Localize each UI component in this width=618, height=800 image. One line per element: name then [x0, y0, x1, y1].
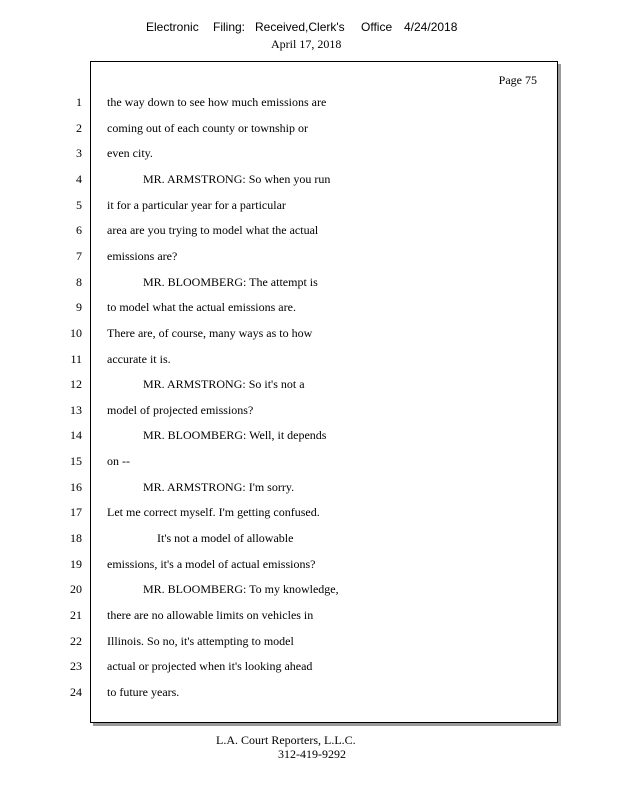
line-number: 11: [70, 352, 82, 366]
line-text: there are no allowable limits on vehicles in: [107, 608, 314, 622]
line-text: Illinois. So no, it's attempting to model: [107, 634, 294, 648]
line-text: emissions, it's a model of actual emissions?: [107, 557, 316, 571]
line-text: accurate it is.: [107, 352, 171, 366]
line-number: 14: [70, 428, 82, 442]
line-number: 22: [70, 634, 82, 648]
line-number: 20: [70, 582, 82, 596]
stamp-date: 4/24/2018: [404, 20, 458, 34]
line-text: area are you trying to model what the actual: [107, 223, 319, 237]
line-number: 18: [70, 531, 82, 545]
line-text: MR. ARMSTRONG: So when you run: [143, 172, 331, 186]
line-number: 6: [76, 223, 82, 237]
line-number: 13: [70, 403, 82, 417]
line-text: There are, of course, many ways as to how: [107, 326, 313, 340]
line-number: 15: [70, 454, 82, 468]
line-text: coming out of each county or township or: [107, 121, 308, 135]
line-text: model of projected emissions?: [107, 403, 254, 417]
stamp-office: Office: [361, 20, 393, 34]
line-number: 12: [70, 377, 82, 391]
line-number: 23: [70, 659, 82, 673]
line-text: to model what the actual emissions are.: [107, 300, 296, 314]
line-number: 3: [76, 146, 82, 160]
line-text: Let me correct myself. I'm getting confused.: [107, 505, 320, 519]
line-text: it for a particular year for a particular: [107, 198, 286, 212]
line-text: emissions are?: [107, 249, 178, 263]
line-text: actual or projected when it's looking ahead: [107, 659, 313, 673]
footer-phone: 312-419-9292: [278, 747, 346, 761]
line-text: MR. BLOOMBERG: The attempt is: [143, 275, 318, 289]
line-number: 19: [70, 557, 82, 571]
filing-stamp: [0, 20, 618, 38]
line-number: 10: [70, 326, 82, 340]
line-number: 4: [76, 172, 82, 186]
stamp-received: Received,Clerk's: [255, 20, 345, 34]
transcript-page: [90, 61, 558, 723]
line-number: 17: [70, 505, 82, 519]
line-number: 8: [76, 275, 82, 289]
line-text: It's not a model of allowable: [157, 531, 294, 545]
stamp-filing: Filing:: [213, 20, 246, 34]
page-number: Page 75: [498, 73, 537, 87]
line-text: MR. BLOOMBERG: Well, it depends: [143, 428, 327, 442]
line-text: MR. ARMSTRONG: So it's not a: [143, 377, 305, 391]
footer-company: L.A. Court Reporters, L.L.C.: [216, 733, 356, 747]
line-text: on --: [107, 454, 130, 468]
line-text: the way down to see how much emissions are: [107, 95, 327, 109]
hearing-date: April 17, 2018: [271, 37, 342, 51]
line-number: 16: [70, 480, 82, 494]
line-number: 21: [70, 608, 82, 622]
line-number: 24: [70, 685, 82, 699]
stamp-electronic: Electronic: [146, 20, 199, 34]
line-text: MR. BLOOMBERG: To my knowledge,: [143, 582, 339, 596]
line-text: to future years.: [107, 685, 180, 699]
line-number: 5: [76, 198, 82, 212]
line-text: even city.: [107, 146, 153, 160]
line-text: MR. ARMSTRONG: I'm sorry.: [143, 480, 295, 494]
line-number: 1: [76, 95, 82, 109]
line-number: 9: [76, 300, 82, 314]
line-number: 2: [76, 121, 82, 135]
line-number: 7: [76, 249, 82, 263]
